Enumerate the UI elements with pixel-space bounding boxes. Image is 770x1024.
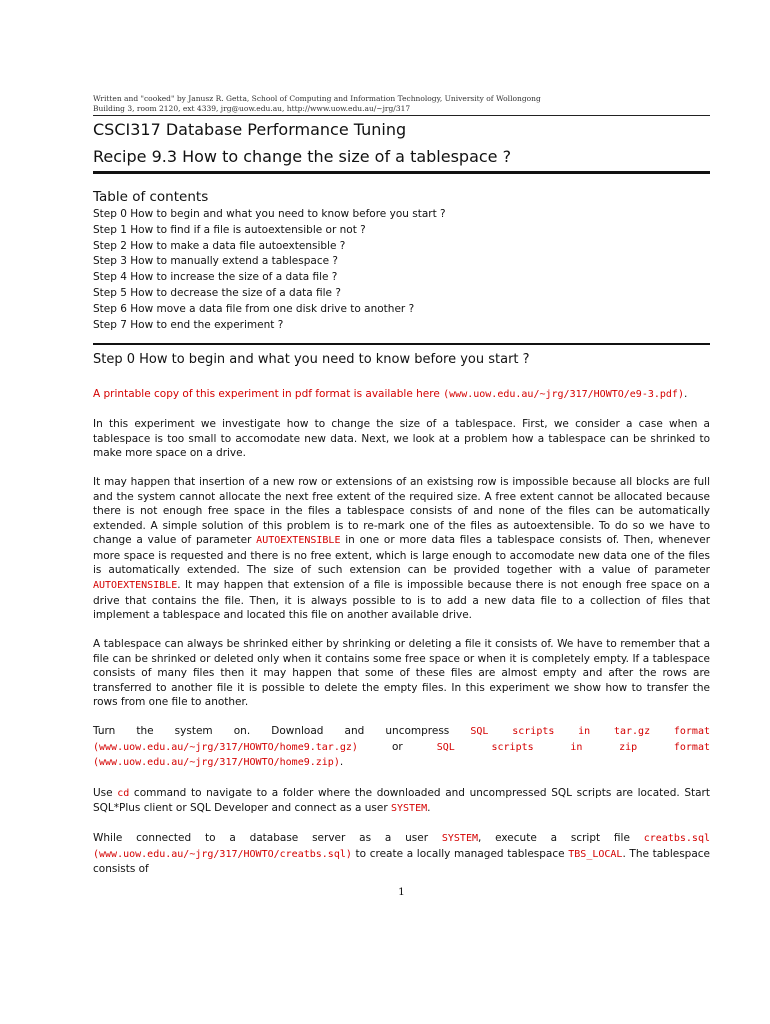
user-system: SYSTEM — [391, 803, 428, 815]
section-title-step-0: Step 0 How to begin and what you need to know before you start ? — [93, 352, 530, 367]
punctuation: . — [683, 388, 688, 400]
header-divider — [93, 115, 710, 116]
toc-item-step-6[interactable]: Step 6 How move a data file from one disk drive to another ? — [93, 302, 415, 315]
cd-command: cd — [117, 787, 130, 799]
toc-heading: Table of contents — [93, 189, 209, 205]
text-segment: While connected to a database server as a user — [93, 832, 429, 845]
tablespace-name: TBS_LOCAL — [568, 848, 623, 860]
pdf-url[interactable]: (www.uow.edu.au/~jrg/317/HOWTO/e9-3.pdf) — [443, 389, 684, 400]
text-segment: It may happen that insertion of a new row or extensions of an existsing row is impossible because all blocks are full and the system cannot allocate the next free extent of the required size. A free extent cannot be allocated because there is not enough free space in the files a tablespace consists of and none of the files can be automatically extended. A simple solution of this problem is to re-mark one of the files as autoextensible. To do so we have to change a value of parameter — [93, 476, 710, 547]
user-system: SYSTEM — [441, 833, 478, 845]
text-segment: . It may happen that extension of a file is impossible because there is not enough free space on a drive that contains the file. Then, it is always possible to is to add a new data file to a collection of files that implement a tablespace and located this file on another available drive. — [93, 579, 710, 622]
title-divider — [93, 171, 710, 174]
scripts-zip-url[interactable]: (www.uow.edu.au/~jrg/317/HOWTO/home9.zip) — [93, 757, 340, 769]
script-creatbs-url[interactable]: (www.uow.edu.au/~jrg/317/HOWTO/creatbs.sql) — [93, 848, 352, 860]
paragraph-intro: In this experiment we investigate how to change the size of a tablespace. First, we consider a case when a tablespace is too small to accomodate new data. Next, we look at a problem how a tablespace can be shrinked to make more space on a drive. — [93, 418, 710, 460]
paragraph-shrink: A tablespace can always be shrinked either by shrinking or deleting a file it consists of. We have to remember that a file can be shrinked or deleted only when it contains some free space or when it is completely empty. If a tablespace consists of many files then it may happen that some of these files are almost empty and after the rows are transferred to another file it is possible to delete the empty files. In this experiment we show how to transfer the rows from one file to another. — [93, 638, 710, 709]
scripts-tar-link[interactable]: SQL scripts in tar.gz format — [470, 726, 710, 738]
text-segment: . The tablespace consists of — [93, 847, 711, 876]
text-segment: Turn the system on. Download and uncompress — [93, 725, 450, 738]
scripts-zip-link[interactable]: SQL scripts in zip format — [436, 741, 710, 753]
script-creatbs-link[interactable]: creatbs.sql — [643, 833, 710, 845]
text-segment: command to navigate to a folder where the downloaded and uncompressed SQL scripts are located. Start SQL*Plus client or SQL Developer and connect as a user — [93, 786, 710, 815]
paragraph-connect — [93, 786, 710, 817]
text-segment: Use — [93, 786, 113, 799]
text-segment: or — [391, 740, 403, 753]
section-divider — [93, 343, 710, 345]
course-title: CSCI317 Database Performance Tuning — [93, 120, 407, 139]
toc-item-step-4[interactable]: Step 4 How to increase the size of a data file ? — [93, 271, 338, 284]
param-autoextensible: AUTOEXTENSIBLE — [93, 580, 178, 592]
text-segment: , execute a script file — [477, 832, 630, 845]
page-number: 1 — [398, 886, 405, 898]
toc-item-step-3[interactable]: Step 3 How to manually extend a tablespace ? — [93, 255, 338, 268]
toc-item-step-2[interactable]: Step 2 How to make a data file autoextensible ? — [93, 239, 346, 252]
table-of-contents — [93, 207, 446, 333]
text-segment: to create a locally managed tablespace — [355, 847, 565, 860]
paragraph-autoextensible — [93, 475, 710, 622]
paragraph-create-tablespace — [93, 831, 710, 877]
author-note — [93, 94, 710, 113]
author-note-line-2: Building 3, room 2120, ext 4339, jrg@uow.edu.au, http://www.uow.edu.au/~jrg/317 — [93, 103, 411, 113]
toc-item-step-1[interactable]: Step 1 How to find if a file is autoextensible or not ? — [93, 223, 366, 236]
recipe-title: Recipe 9.3 How to change the size of a tablespace ? — [93, 147, 512, 166]
toc-item-step-7[interactable]: Step 7 How to end the experiment ? — [93, 318, 284, 331]
scripts-tar-url[interactable]: (www.uow.edu.au/~jrg/317/HOWTO/home9.tar.gz) — [93, 741, 358, 753]
text-segment: in one or more data files a tablespace consists of. Then, whenever more space is requested and there is no free extent, which is large enough to accomodate new data one of the files is automatically extended. The size of such extension can be provided together with a value of parameter — [93, 534, 711, 577]
section-body — [93, 387, 710, 891]
punctuation: . — [339, 756, 344, 769]
param-autoextensible: AUTOEXTENSIBLE — [256, 535, 341, 547]
pdf-link[interactable]: A printable copy of this experiment in pdf format is available here — [93, 388, 440, 400]
toc-item-step-0[interactable]: Step 0 How to begin and what you need to know before you start ? — [93, 208, 446, 220]
author-note-line-1: Written and "cooked" by Janusz R. Getta, School of Computing and Information Technology, University of Wollongong — [93, 94, 541, 103]
toc-item-step-5[interactable]: Step 5 How to decrease the size of a data file ? — [93, 286, 341, 299]
paragraph-pdf-link — [93, 387, 710, 403]
punctuation: . — [427, 802, 431, 815]
paragraph-download — [93, 724, 710, 771]
